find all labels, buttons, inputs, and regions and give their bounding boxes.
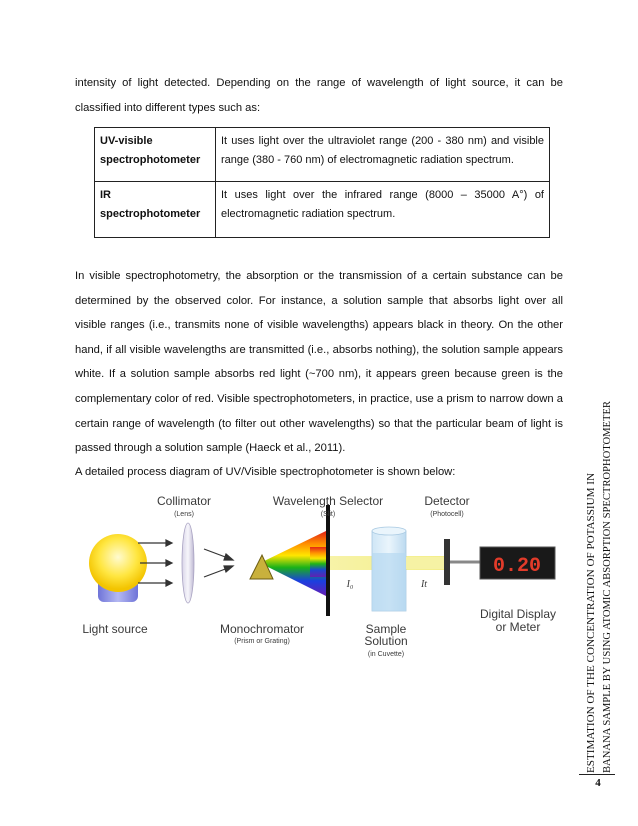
- solution-label: Solution: [364, 634, 408, 648]
- wavelength-selector-sublabel: (Slit): [320, 511, 336, 518]
- detector-sublabel: (Photocell): [430, 511, 464, 518]
- light-source-label: Light source: [82, 622, 148, 636]
- table-row: [95, 182, 550, 238]
- cuvette-sublabel: (in Cuvette): [367, 651, 405, 658]
- side-title-line2: BANANA SAMPLE BY USING ATOMIC ABSORPTION SPECTROPHOTOMETER: [602, 421, 613, 773]
- type-name: IR spectrophotometer: [95, 182, 216, 238]
- intro-paragraph: intensity of light detected. Depending on the range of wavelength of light source, it can be classified into different types such as:: [75, 77, 563, 114]
- spectrum-beam: [310, 547, 328, 577]
- light-source-bulb: [89, 534, 147, 602]
- side-running-header: [578, 400, 624, 775]
- sample-cuvette: [372, 527, 406, 611]
- wavelength-selector-slit: [326, 505, 330, 616]
- detector-photocell: [444, 539, 450, 585]
- monochromator-sublabel: (Prism or Grating): [234, 638, 290, 645]
- page-number: 4: [595, 777, 601, 789]
- display-label: Digital Display: [479, 607, 557, 621]
- type-description: It uses light over the ultraviolet range (200 - 380 nm) and visible range (380 - 760 nm) of electromagnetic radiation spectrum.: [216, 128, 550, 182]
- monochromator-label: Monochromator: [219, 622, 305, 636]
- spectrophotometer-types-table: [94, 127, 550, 238]
- incoming-light-arrows: [138, 540, 172, 586]
- collimated-light-arrows: [204, 549, 233, 577]
- page-number-rule: [579, 774, 615, 775]
- transmitted-intensity-label: It: [420, 579, 428, 590]
- meter-label: or Meter: [495, 620, 541, 634]
- transmitted-beam: [406, 557, 448, 569]
- type-description: It uses light over the infrared range (8000 – 35000 A°) of electromagnetic radiation spectrum.: [216, 182, 550, 238]
- collimator-sublabel: (Lens): [174, 511, 194, 518]
- collimator-label: Collimator: [156, 494, 212, 508]
- sample-label: Sample: [365, 622, 407, 636]
- side-title-line1: ESTIMATION OF THE CONCENTRATION OF POTASSIUM IN: [586, 502, 597, 773]
- display-value: 0.20: [492, 555, 542, 578]
- diagram-caption: A detailed process diagram of UV/Visible spectrophotometer is shown below:: [75, 466, 456, 478]
- spectrophotometer-diagram: [70, 485, 570, 665]
- wavelength-selector-label: Wavelength Selector: [272, 494, 384, 508]
- detector-label: Detector: [424, 494, 470, 508]
- table-row: [95, 128, 550, 182]
- incident-intensity-label: I₀: [346, 579, 354, 590]
- collimator-lens: [182, 523, 194, 603]
- type-name: UV-visible spectrophotometer: [95, 128, 216, 182]
- body-paragraph: In visible spectrophotometry, the absorption or the transmission of a certain substance can be determined by the observed color. For instance, a solution sample that absorbs light over all visible ranges (i.e., transmits none of visible wavelengths) appears black in theory. On the other hand, if all visible wavelengths are transmitted (i.e., absorbs nothing), the solution sample appears white. If a solution sample absorbs red light (~700 nm), it appears green because green is the complementary color of red. Visible spectrophotometers, in practice, use a prism to narrow down a certain range of wavelength (to filter out other wavelengths) so that the particular beam of light is passed through a solution sample (Haeck et al., 2011).: [75, 270, 563, 455]
